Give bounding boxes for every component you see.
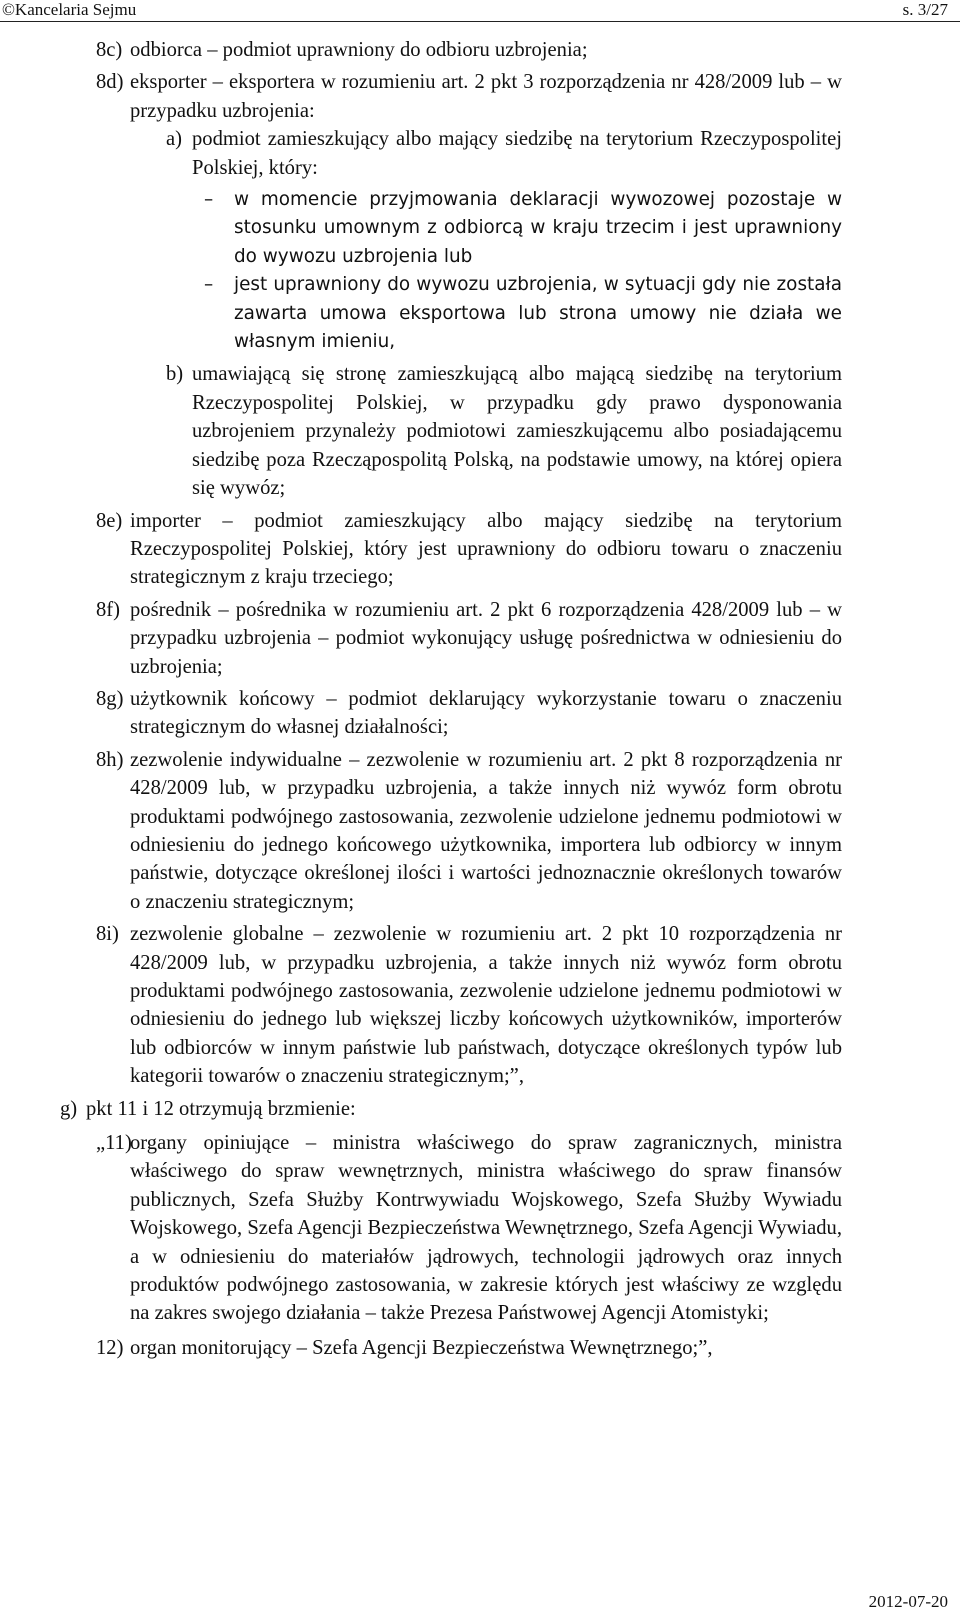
item-label: „11) [96,1132,132,1155]
item-text: organy opiniujące – ministra właściwego do spraw zagranicznych, ministra właściwego do spraw wewnętrznych, ministra właściwego do spraw finansów publicznych, Szefa Służby Kontrwywiadu Wojskowego, Szefa Służby Wywiadu Wojskowego, Szefa Agencji Bezpieczeństwa Wewnętrznego, Szefa Agencji Wywiadu, a w odniesieniu do materiałów jądrowych, technologii jądrowych oraz innych produktów podwójnego zastosowania, w zakresie których jest właściwy ze względu na zakres swojego działania – także Prezesa Państwowej Agencji Atomistyki; [130,1132,842,1325]
item-text: pośrednik – pośrednika w rozumieniu art. 2 pkt 6 rozporządzenia 428/2009 lub – w przypadku uzbrojenia – podmiot wykonujący usługę pośrednictwa w odniesieniu do uzbrojenia; [130,598,842,678]
item-label: g) [60,1097,78,1120]
item-text: zezwolenie indywidualne – zezwolenie w rozumieniu art. 2 pkt 8 rozporządzenia nr 428/2009 lub, w przypadku uzbrojenia, a także innych niż wywóz form obrotu produktami podwójnego zastosowania, zezwolenie udzielone jednemu podmiotowi w odniesieniu do jednego końcowego użytkownika, importera lub odbiorcy w innym państwie, dotyczące określonej ilości i wartości jednoznacznie określonych towarów o znaczeniu strategicznym; [130,748,842,913]
item-8h [96,746,842,916]
item-g [60,1095,842,1123]
item-text: eksporter – eksportera w rozumieniu art. 2 pkt 3 rozporządzenia nr 428/2009 lub – w przypadku uzbrojenia: [130,71,842,122]
item-text: importer – podmiot zamieszkujący albo mający siedzibę na terytorium Rzeczypospolitej Polskiej, który jest uprawniony do odbioru towaru o znaczeniu strategicznym z kraju trzeciego; [130,509,842,589]
item-label: 8h) [96,748,124,771]
item-text: odbiorca – podmiot uprawniony do odbioru uzbrojenia; [130,39,588,61]
document-body [0,36,960,1362]
item-8d-b [166,360,842,502]
item-8d-a-dash-1 [204,186,842,271]
item-12 [96,1334,842,1362]
page-number: s. 3/27 [902,0,948,19]
item-11 [96,1129,842,1328]
item-label: a) [166,128,182,151]
item-text: organ monitorujący – Szefa Agencji Bezpieczeństwa Wewnętrznego;”, [130,1336,713,1359]
item-text: zezwolenie globalne – zezwolenie w rozumieniu art. 2 pkt 10 rozporządzenia nr 428/2009 lub, w przypadku uzbrojenia, a także innych niż wywóz form obrotu produktami podwójnego zastosowania, zezwolenie udzielone jednemu podmiotowi w odniesieniu do jednego lub większej liczby końcowych użytkowników, importerów lub odbiorców w innym państwie lub państwach, dotyczące określonych typów lub kategorii towarów o znaczeniu strategicznym;”, [130,923,842,1088]
item-label: 12) [96,1336,124,1359]
item-label: 8g) [96,687,124,710]
item-text: podmiot zamieszkujący albo mający siedzibę na terytorium Rzeczypospolitej Polskiej, który: [192,128,842,179]
item-text: w momencie przyjmowania deklaracji wywozowej pozostaje w stosunku umownym z odbiorcą w kraju trzecim i jest uprawniony do wywozu uzbrojenia lub [234,189,842,267]
item-8i [96,920,842,1090]
item-8d-a-dash-2 [204,271,842,356]
item-text: użytkownik końcowy – podmiot deklarujący wykorzystanie towaru o znaczeniu strategicznym do własnej działalności; [130,687,842,739]
item-label: 8e) [96,509,123,532]
item-8e [96,507,842,592]
copyright-notice: ©Kancelaria Sejmu [2,0,137,19]
item-text: jest uprawniony do wywozu uzbrojenia, w sytuacji gdy nie została zawarta umowa eksportowa lub strona umowy nie działa we własnym imieniu, [234,274,842,353]
item-text: umawiającą się stronę zamieszkującą albo mającą siedzibę na terytorium Rzeczypospolitej Polskiej, w przypadku gdy prawo dysponowania uzbrojeniem przynależy podmiotowi zamieszkującemu albo posiadającemu siedzibę poza Rzecząpospolitą Polską, na podstawie umowy, na której opiera się wywóz; [192,363,842,500]
item-8g [96,685,842,742]
header-rule [0,21,960,22]
item-label: – [204,274,214,296]
item-text: pkt 11 i 12 otrzymują brzmienie: [86,1097,356,1120]
item-8d-a [166,125,842,182]
item-label: b) [166,363,184,386]
document-date: 2012-07-20 [868,1592,948,1611]
item-label: 8d) [96,71,124,94]
item-label: 8i) [96,923,119,946]
item-8f [96,596,842,681]
item-8d [96,68,842,125]
item-8c [96,36,842,64]
item-label: 8f) [96,598,121,621]
item-label: 8c) [96,39,123,61]
item-label: – [204,189,214,211]
